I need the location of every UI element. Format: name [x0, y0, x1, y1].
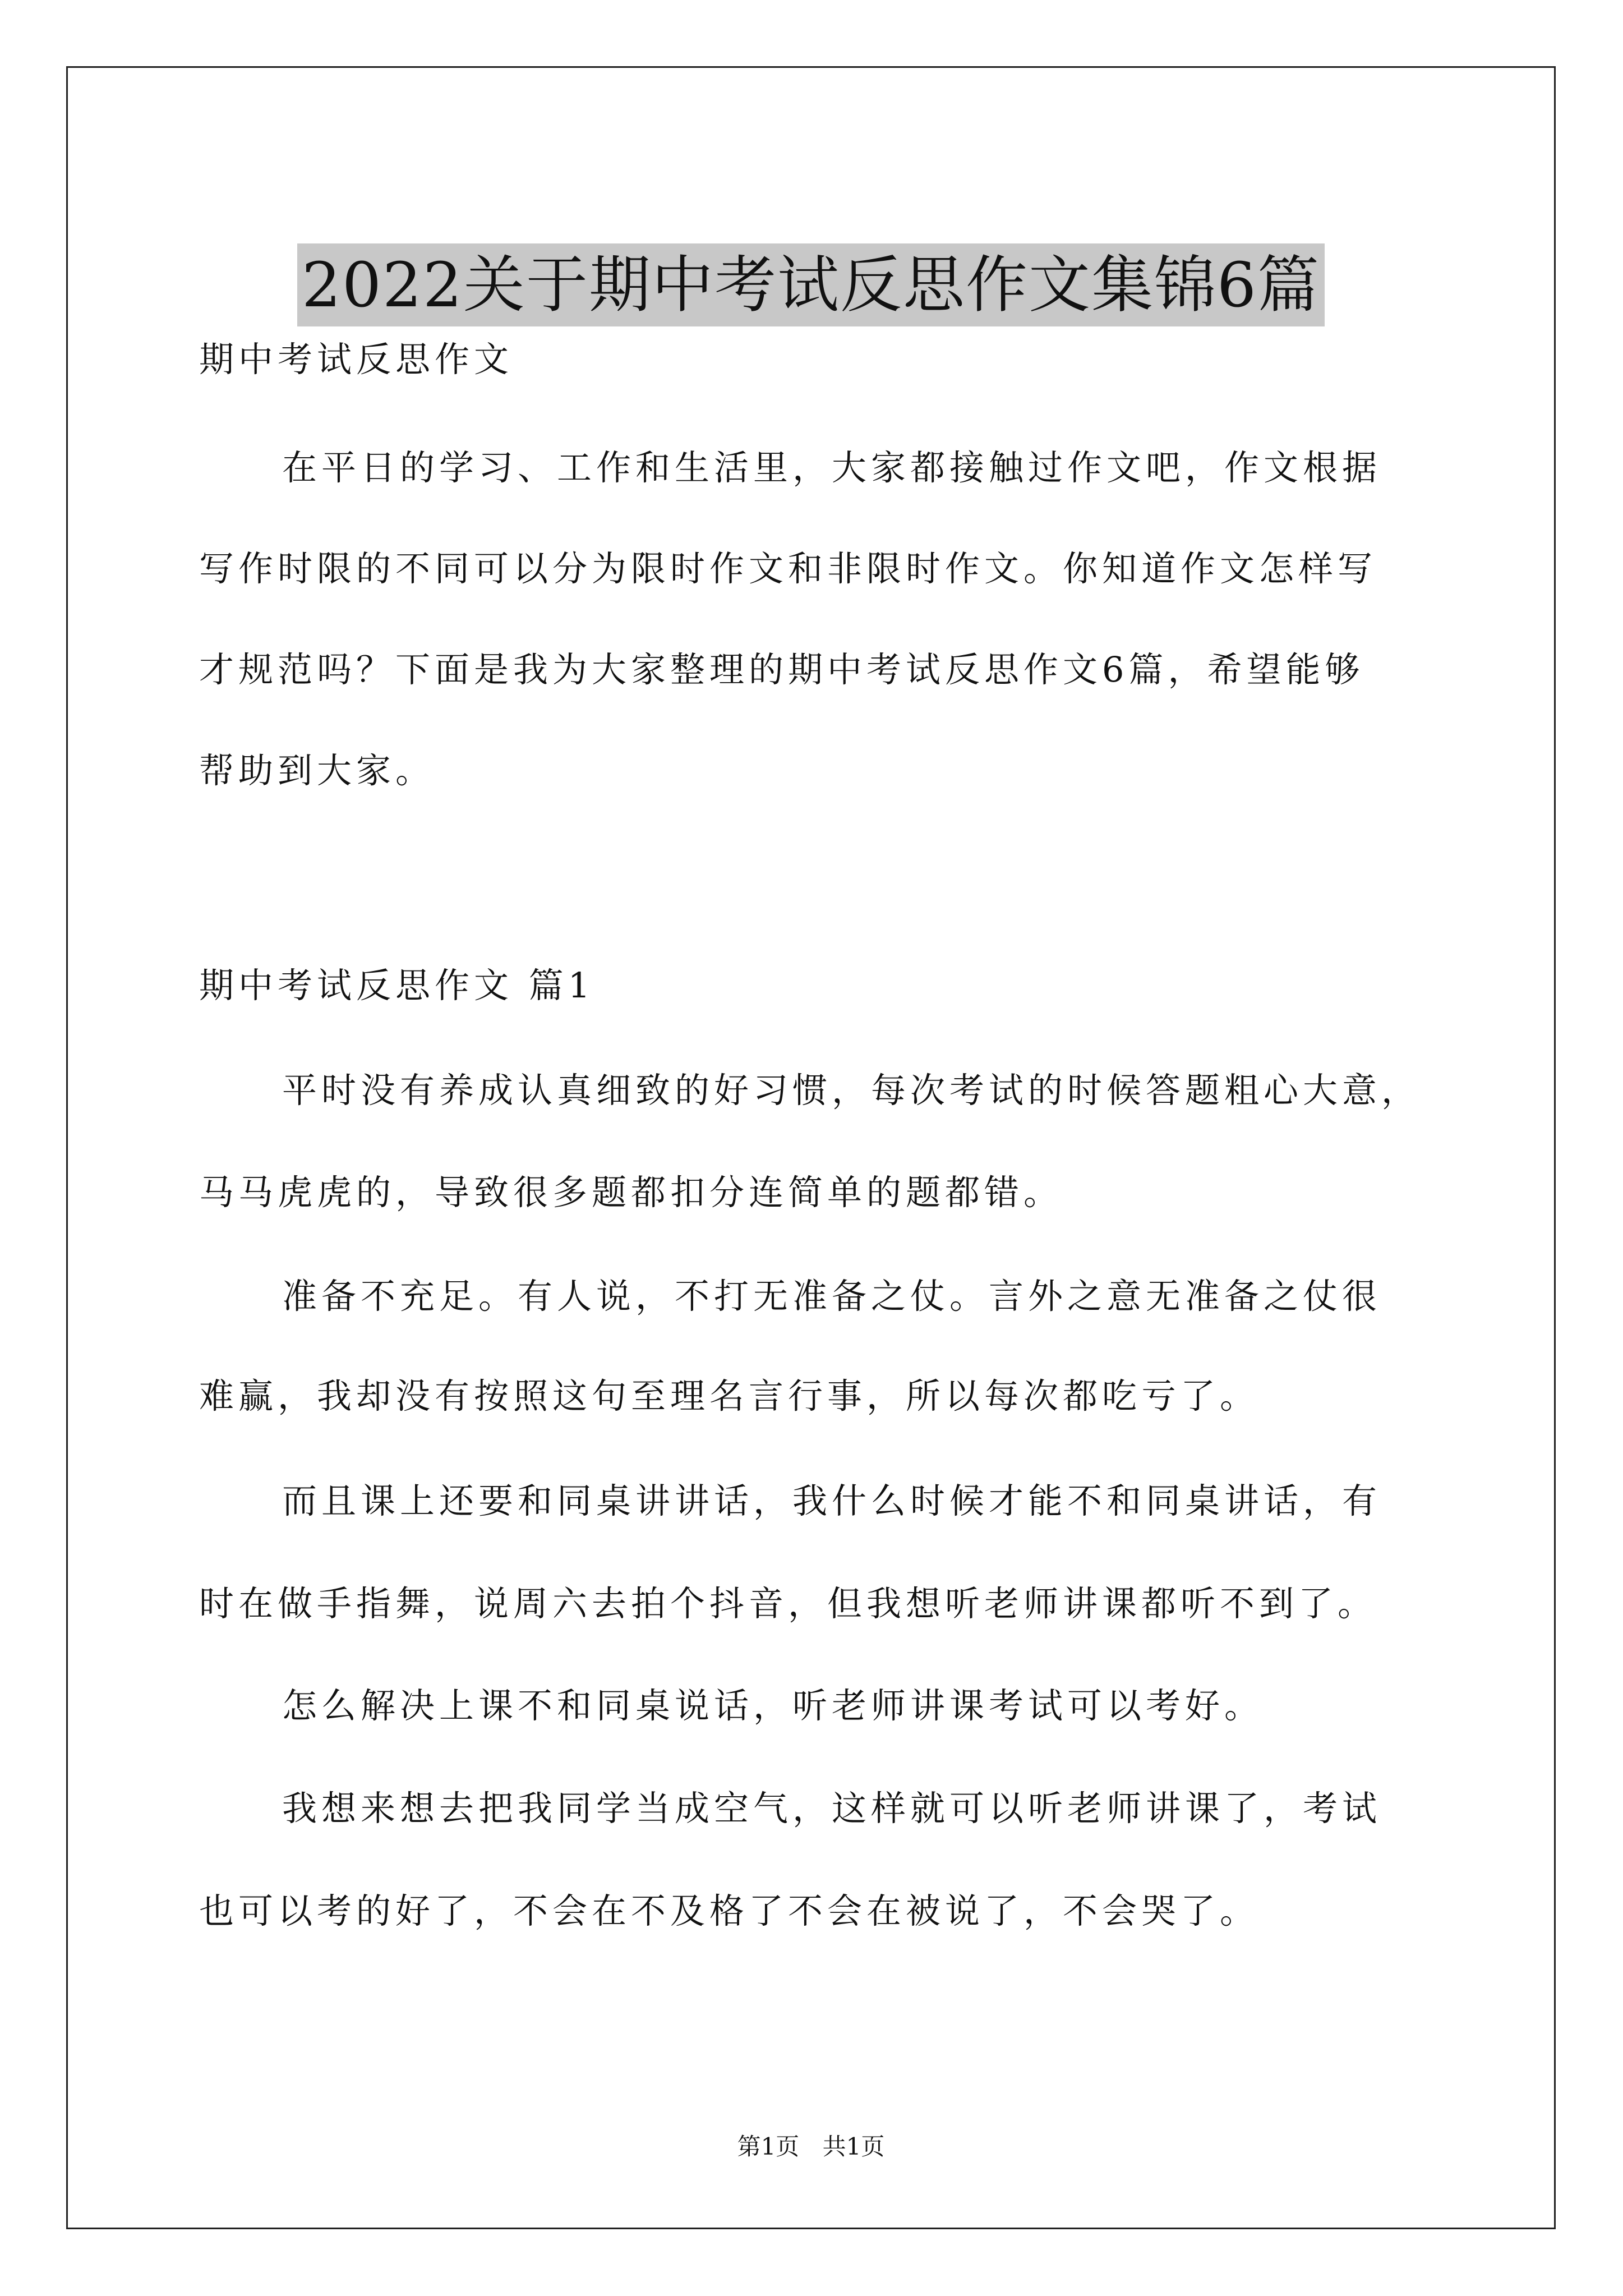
section-line: 怎么解决上课不和同桌说话，听老师讲课考试可以考好。: [282, 1685, 1264, 1726]
section-heading: 期中考试反思作文 篇1: [199, 965, 595, 1006]
intro-line: 在平日的学习、工作和生活里，大家都接触过作文吧，作文根据: [282, 447, 1382, 488]
section-line: 我想来想去把我同学当成空气，这样就可以听老师讲课了，考试: [282, 1788, 1382, 1829]
section-line: 时在做手指舞，说周六去拍个抖音，但我想听老师讲课都听不到了。: [199, 1583, 1377, 1624]
document-title: 2022关于期中考试反思作文集锦6篇: [297, 243, 1325, 326]
section-line: 马马虎虎的，导致很多题都扣分连简单的题都错。: [199, 1172, 1063, 1213]
intro-line: 帮助到大家。: [199, 750, 435, 791]
section-line: 也可以考的好了，不会在不及格了不会在被说了，不会哭了。: [199, 1890, 1260, 1931]
page-number-total: 共1页: [822, 2133, 885, 2160]
intro-line: 才规范吗？下面是我为大家整理的期中考试反思作文6篇，希望能够: [199, 649, 1364, 690]
section-line: 而且课上还要和同桌讲讲话，我什么时候才能不和同桌讲话，有: [282, 1480, 1382, 1521]
intro-line: 写作时限的不同可以分为限时作文和非限时作文。你知道作文怎样写: [199, 548, 1377, 589]
page-footer: [66, 2135, 1556, 2159]
page-number-current: 第1页: [737, 2133, 800, 2160]
section-line: 平时没有养成认真细致的好习惯，每次考试的时候答题粗心大意，: [282, 1070, 1421, 1111]
intro-heading: 期中考试反思作文: [199, 339, 514, 380]
section-line: 准备不充足。有人说，不打无准备之仗。言外之意无准备之仗很: [282, 1276, 1382, 1317]
section-line: 难赢，我却没有按照这句至理名言行事，所以每次都吃亏了。: [199, 1375, 1260, 1416]
